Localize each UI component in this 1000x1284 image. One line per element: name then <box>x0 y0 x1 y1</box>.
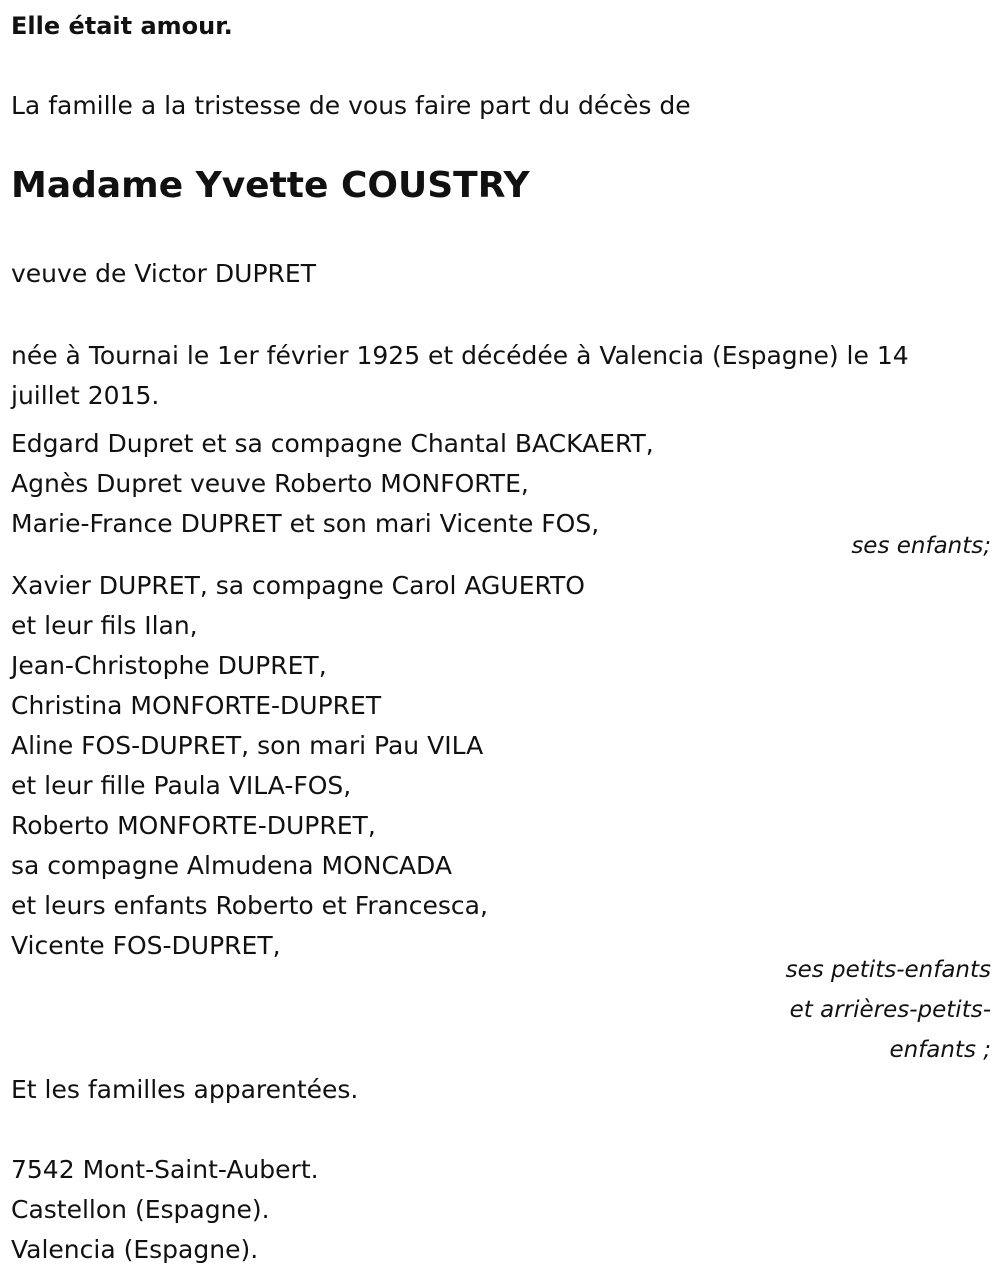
grandchildren-role-line: enfants ; <box>889 1037 991 1063</box>
deceased-name: Madame Yvette COUSTRY <box>11 165 530 206</box>
intro-text: La famille a la tristesse de vous faire part du décès de <box>11 91 691 120</box>
place-line: Castellon (Espagne). <box>11 1195 270 1224</box>
grandchildren-role <box>751 950 991 1070</box>
grandchild-line: et leur fils Ilan, <box>11 611 198 640</box>
grandchild-line: Aline FOS-DUPRET, son mari Pau VILA <box>11 731 484 760</box>
grandchild-line: et leur fille Paula VILA-FOS, <box>11 771 352 800</box>
grandchild-line: et leurs enfants Roberto et Francesca, <box>11 891 488 920</box>
widow-of: veuve de Victor DUPRET <box>11 259 316 288</box>
place-line: Valencia (Espagne). <box>11 1235 259 1264</box>
grandchild-line: Xavier DUPRET, sa compagne Carol AGUERTO <box>11 571 585 600</box>
children-role: ses enfants; <box>851 533 991 559</box>
motto: Elle était amour. <box>11 12 233 40</box>
grandchild-line: Vicente FOS-DUPRET, <box>11 931 281 960</box>
places-list <box>11 1150 319 1270</box>
grandchildren-role-line: et arrières-petits- <box>789 997 991 1023</box>
grandchildren-role-line: ses petits-enfants <box>785 957 991 983</box>
grandchildren-list <box>11 566 585 966</box>
grandchild-line: Christina MONFORTE-DUPRET <box>11 691 382 720</box>
child-line: Edgard Dupret et sa compagne Chantal BACKAERT, <box>11 429 654 458</box>
child-line: Agnès Dupret veuve Roberto MONFORTE, <box>11 469 529 498</box>
grandchild-line: Jean-Christophe DUPRET, <box>11 651 327 680</box>
children-list <box>11 424 654 544</box>
birth-death-dates: née à Tournai le 1er février 1925 et décédée à Valencia (Espagne) le 14 juillet 2015. <box>11 341 909 410</box>
child-line: Marie-France DUPRET et son mari Vicente FOS, <box>11 509 600 538</box>
related-families: Et les familles apparentées. <box>11 1075 359 1104</box>
grandchild-line: sa compagne Almudena MONCADA <box>11 851 452 880</box>
place-line: 7542 Mont-Saint-Aubert. <box>11 1155 319 1184</box>
grandchild-line: Roberto MONFORTE-DUPRET, <box>11 811 376 840</box>
